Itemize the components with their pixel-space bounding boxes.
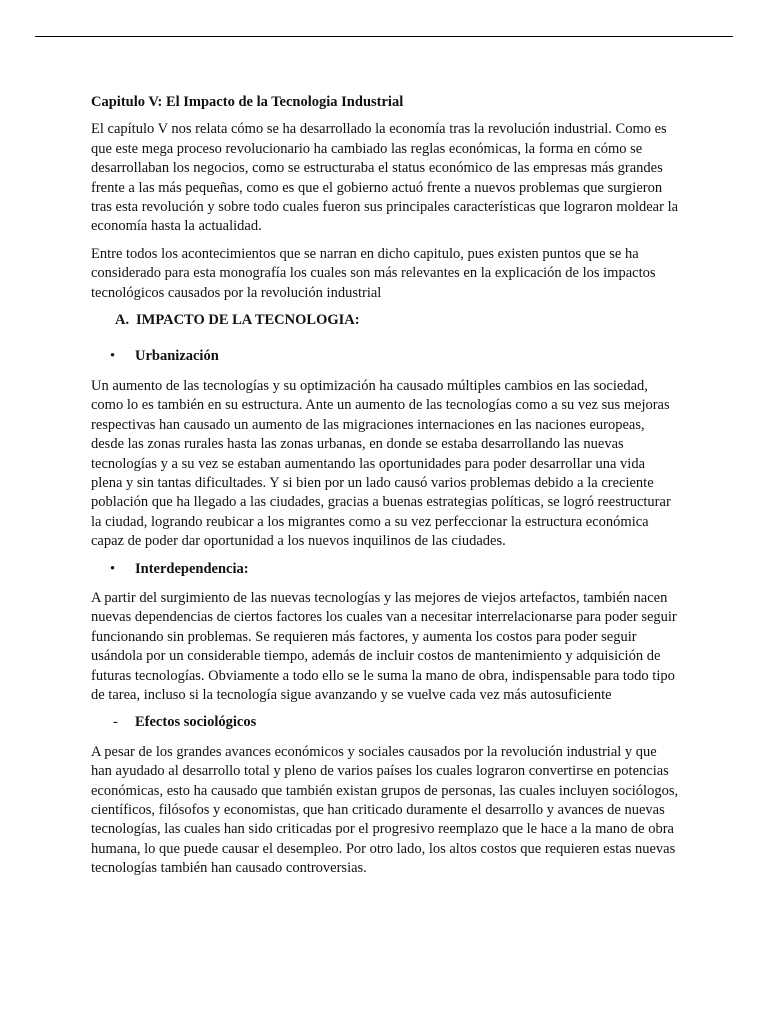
chapter-title: Capitulo V: El Impacto de la Tecnologia Industrial [91,94,404,110]
subsection-heading-interdependencia [91,560,679,579]
subsection-body-urbanizacion: Un aumento de las tecnologías y su optimización ha causado múltiples cambios en las sociedad, como lo es también en su estructura. Ante un aumento de las tecnologías como a su vez sus mejoras respectivas han causado un aumento de las migraciones internaciones en las naciones europeas, desde las zonas rurales hasta las zonas urbanas, en donde se estaba desarrollando las nuevas tecnologías y a su vez se estaban aumentando las oportunidades para poder desarrollar una vida plena y sin tantas dificultades. Y si bien por un lado causó varios problemas debido a la creciente población que ha llegado a las ciudades, gracias a buenas estrategias políticas, se logró reestructurar la ciudad, logrando reubicar a los migrantes como a su vez perfeccionar la estructura económica capaz de poder dar oportunidad a los nuevos inquilinos de las ciudades. [91,377,671,550]
subsection-title: Efectos sociológicos [135,714,257,731]
header-rule [35,36,733,37]
section-title: IMPACTO DE LA TECNOLOGIA: [136,312,360,329]
subsection-title: Urbanización [135,348,219,365]
document-body [91,93,679,887]
subsection-heading-urbanizacion [91,347,679,366]
bullet-icon: • [110,348,116,365]
bullet-icon: • [110,560,116,577]
subsection-body-interdependencia: A partir del surgimiento de las nuevas tecnologías y las mejores de viejos artefactos, también nacen nuevas dependencias de ciertos factores los cuales van a necesitar interrelacionarse para poder seguir funcionando sin problemas. Se requieren más factores, y aumenta los costos para poder seguir usándola por un considerable tiempo, además de incluir costos de mantenimiento y adquisición de futuras tecnologías. Obviamente a todo ello se le suma la mano de obra, indispensable para todo tipo de tarea, incluso si la tecnología sigue avanzando y se vuelve cada vez más autosuficiente [91,589,677,703]
section-heading-a [91,311,679,330]
subsection-heading-efectos-sociologicos [91,713,679,732]
subsection-title: Interdependencia: [135,560,249,577]
section-marker: A. [115,312,130,329]
dash-icon: - [113,714,118,731]
intro-paragraph-1: El capítulo V nos relata cómo se ha desarrollado la economía tras la revolución industrial. Como es que este mega proceso revolucionario ha cambiado las reglas económicas, la forma en cómo se desarrollaban los negocios, como se estructuraba el status económico de las empresas más grandes frente a las más pequeñas, como es que el gobierno actuó frente a nuevos problemas que surgieron tras esta revolución y sobre todo cuales fueron sus principales características que lograron moldear la economía hasta la actualidad. [91,121,679,235]
subsection-body-efectos-sociologicos: A pesar de los grandes avances económicos y sociales causados por la revolución industrial y que han ayudado al desarrollo total y pleno de varios países los cuales lograron convertirse en potencias económicas, esto ha causado que también existan grupos de personas, las cuales incluyen sociólogos, científicos, filósofos y economistas, que han criticado duramente el desarrollo y avances de nuevas tecnologías, las cuales han sido criticadas por el progresivo reemplazo que le hace a la mano de obra humana, lo que puede causar el desempleo. Por otro lado, los altos costos que requieren estas nuevas tecnologías también han causado controversias. [91,743,679,877]
intro-paragraph-2: Entre todos los acontecimientos que se narran en dicho capitulo, pues existen puntos que se ha considerado para esta monografía los cuales son más relevantes en la explicación de los impactos tecnológicos causados por la revolución industrial [91,245,656,301]
